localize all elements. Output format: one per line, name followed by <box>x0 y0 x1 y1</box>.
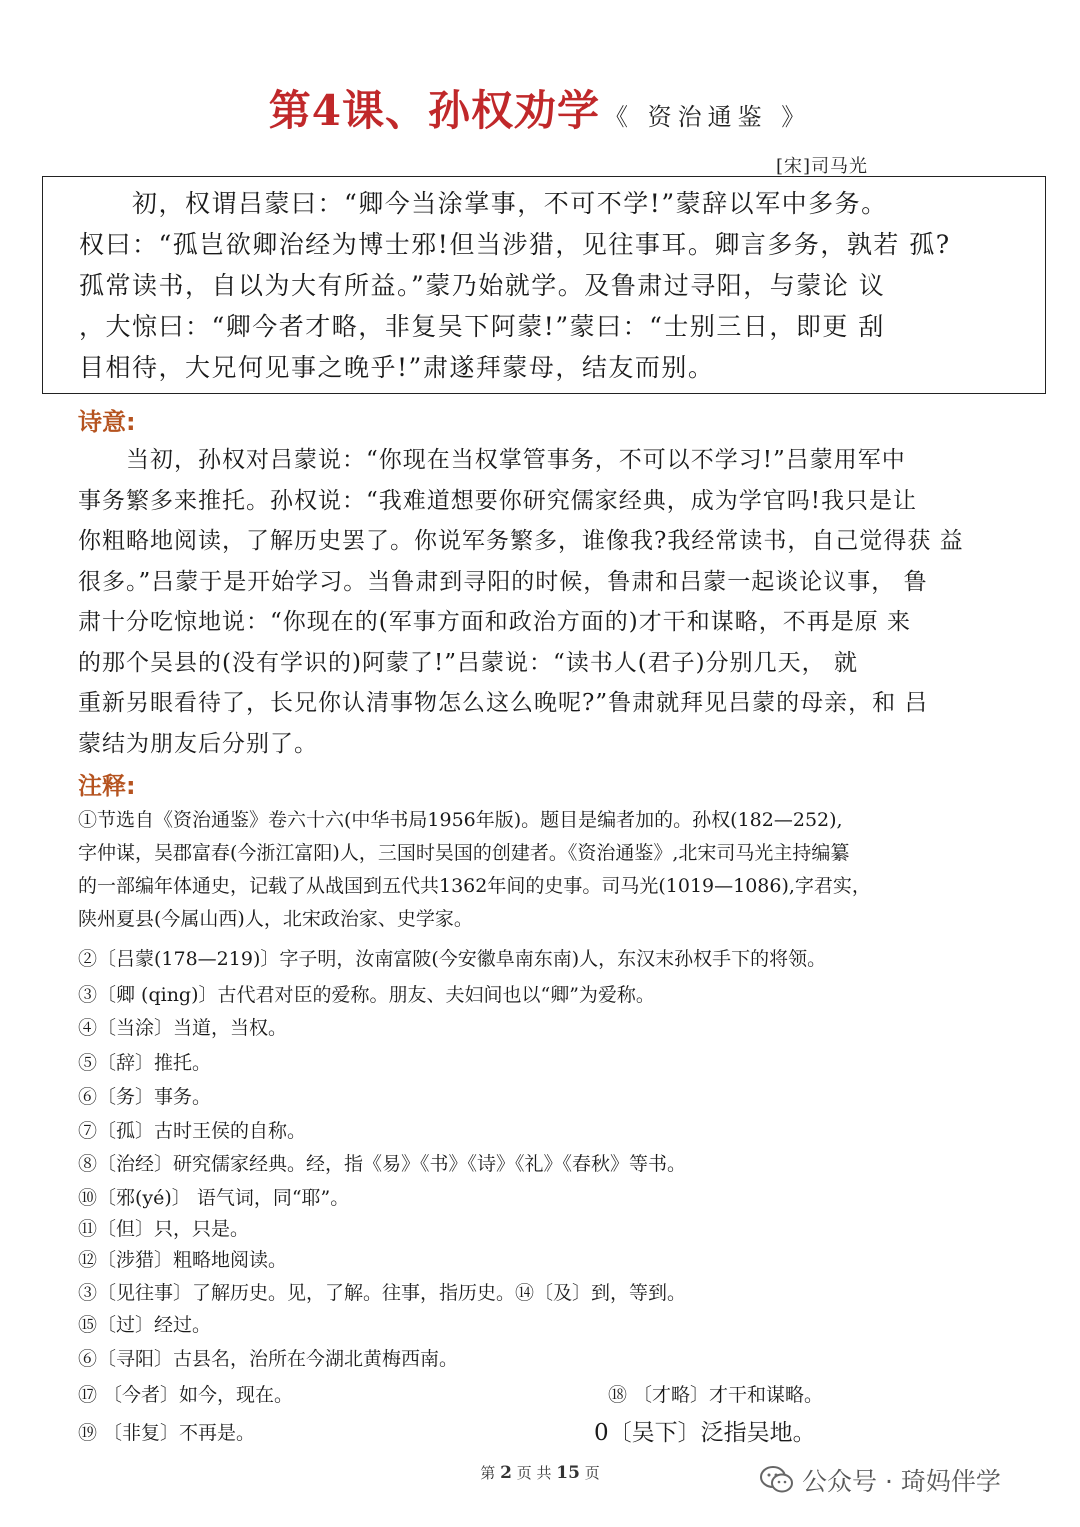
note-3: ③〔卿 (qing)〕古代君对臣的爱称。朋友、夫妇间也以“卿”为爱称。 <box>78 984 655 1006</box>
watermark <box>760 1462 1001 1498</box>
original-line: 孤常读书，自以为大有所益。”蒙乃始就学。及鲁肃过寻阳，与蒙论 议 <box>79 271 886 300</box>
original-line: 权曰：“孤岂欲卿治经为博士邪!但当涉猎，见往事耳。卿言多务，孰若 孤? <box>79 230 951 259</box>
note-1-line: 字仲谋，吴郡富春(今浙江富阳)人，三国时吴国的创建者。《资治通鉴》,北宋司马光主持编纂 <box>78 842 850 864</box>
author: [宋]司马光 <box>776 156 869 177</box>
note-1 <box>78 804 1028 936</box>
translation-line: 你粗略地阅读，了解历史罢了。你说军务繁多，谁像我?我经常读书，自己觉得获 益 <box>78 528 964 554</box>
note-16: ⑥〔寻阳〕古县名，治所在今湖北黄梅西南。 <box>78 1348 459 1370</box>
translation-heading: 诗意: <box>78 408 136 436</box>
note-1-line: 陕州夏县(今属山西)人，北宋政治家、史学家。 <box>78 908 473 930</box>
note-13-14: ③〔见往事〕了解历史。见，了解。往事，指历史。⑭〔及〕到，等到。 <box>78 1282 687 1304</box>
original-line: ，大惊曰：“卿今者才略，非复吴下阿蒙!”蒙曰：“士别三日，即更 刮 <box>79 312 885 341</box>
original-line: 初，权谓吕蒙曰：“卿今当涂掌事，不可不学!”蒙辞以军中多务。 <box>79 189 888 218</box>
note-20: 0〔吴下〕泛指吴地。 <box>594 1420 816 1446</box>
author-dynasty: 宋 <box>784 156 804 177</box>
note-2: ②〔吕蒙(178—219)〕字子明，汝南富陂(今安徽阜南东南)人，东汉末孙权手下的将领。 <box>78 948 827 970</box>
note-1-line: ①节选自《资治通鉴》卷六十六(中华书局1956年版)。题目是编者加的。孙权(182—252), <box>78 809 843 831</box>
watermark-text: 公众号 · 琦妈伴学 <box>802 1467 1001 1496</box>
title-row <box>0 78 1080 138</box>
translation-line: 事务繁多来推托。孙权说：“我难道想要你研究儒家经典，成为学官吗!我只是让 <box>78 487 918 514</box>
note-7: ⑦〔孤〕古时王侯的自称。 <box>78 1120 307 1142</box>
note-15: ⑮〔过〕经过。 <box>78 1314 212 1336</box>
translation-line: 很多。”吕蒙于是开始学习。当鲁肃到寻阳的时候，鲁肃和吕蒙一起谈论议事， 鲁 <box>78 568 928 595</box>
note-8: ⑧〔治经〕研究儒家经典。经，指《易》《书》《诗》《礼》《春秋》等书。 <box>78 1153 687 1175</box>
note-19: ⑲ 〔非复〕不再是。 <box>78 1422 256 1444</box>
book-title: 《 资治通鉴 》 <box>603 103 812 131</box>
footer-total-pages: 15 <box>556 1463 580 1483</box>
note-4: ④〔当涂〕当道，当权。 <box>78 1017 288 1039</box>
footer-suffix: 页 <box>584 1464 600 1482</box>
note-11: ⑪〔但〕只，只是。 <box>78 1218 250 1240</box>
translation-line: 的那个吴县的(没有学识的)阿蒙了!”吕蒙说：“读书人(君子)分别几天， 就 <box>78 649 858 676</box>
note-17: ⑰ 〔今者〕如今，现在。 <box>78 1384 294 1406</box>
lesson-title: 第4课、孙权劝学 <box>268 86 600 135</box>
original-line: 目相待，大兄何见事之晚乎!”肃遂拜蒙母，结友而别。 <box>79 353 715 382</box>
translation-line: 重新另眼看待了，长兄你认清事物怎么这么晚呢?”鲁肃就拜见吕蒙的母亲，和 吕 <box>78 690 929 716</box>
translation-line: 肃十分吃惊地说：“你现在的(军事方面和政治方面的)才干和谋略，不再是原 来 <box>78 609 912 635</box>
note-18: ⑱ 〔才略〕才干和谋略。 <box>608 1384 824 1406</box>
footer-page-number: 2 <box>500 1463 512 1483</box>
note-5: ⑤〔辞〕推托。 <box>78 1052 212 1074</box>
notes-heading: 注释: <box>78 772 136 800</box>
translation-body <box>78 440 1008 764</box>
note-10: ⑩〔邪(yé)〕 语气词，同“耶”。 <box>78 1187 350 1209</box>
footer-prefix: 第 <box>480 1464 496 1482</box>
translation-line: 当初，孙权对吕蒙说：“你现在当权掌管事务，不可以不学习!”吕蒙用军中 <box>78 447 906 473</box>
original-text-box <box>42 176 1046 394</box>
translation-line: 蒙结为朋友后分别了。 <box>78 730 318 757</box>
note-6: ⑥〔务〕事务。 <box>78 1086 212 1108</box>
note-1-line: 的一部编年体通史，记载了从战国到五代共1362年间的史事。司马光(1019—1086),字君实， <box>78 875 871 897</box>
wechat-icon <box>760 1465 794 1495</box>
author-name: 司马光 <box>811 156 869 177</box>
footer-middle: 页 共 <box>516 1464 552 1482</box>
note-12: ⑫〔涉猎〕粗略地阅读。 <box>78 1249 288 1271</box>
